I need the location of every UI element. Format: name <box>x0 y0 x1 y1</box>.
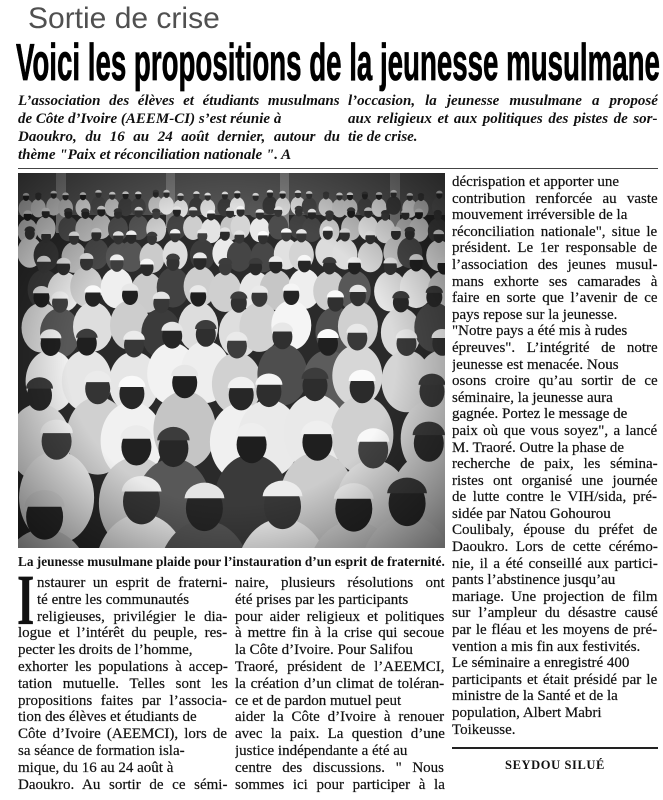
line-text: sur l’ampleur du désastre causé <box>452 605 658 622</box>
body-line <box>18 659 228 676</box>
line-text: religieuses, privilégier le dia- <box>37 608 228 625</box>
body-line <box>452 357 658 374</box>
caption-text: La jeunesse musulmane plaide pour l’instauration d’un esprit de fraternité. <box>18 554 445 569</box>
line-text: Le séminaire a enregistré 400 <box>452 655 630 672</box>
lead-line <box>18 110 340 128</box>
body-line <box>452 705 658 722</box>
line-text: nstaurer un esprit de fraterni- <box>37 575 228 591</box>
line-text: de lutte contre le VIH/sida, pré- <box>452 489 657 506</box>
body-line <box>452 307 658 324</box>
body-line <box>18 709 228 726</box>
line-text: pour aider religieux et politiques <box>235 608 445 625</box>
line-text: Toikeusse. <box>452 721 516 738</box>
body-line <box>452 174 658 191</box>
body-line <box>452 589 658 606</box>
body-line <box>235 642 445 659</box>
body-line <box>452 323 658 340</box>
body-line <box>235 575 445 592</box>
body-line <box>18 760 228 777</box>
line-text: Daoukro. Au sortir de ce sémi- <box>18 776 228 793</box>
body-line <box>452 688 658 705</box>
body-line <box>452 406 658 423</box>
line-text: vention a mis fin aux festivités. <box>452 638 641 655</box>
line-text: participants et était présidé par le <box>452 671 658 688</box>
body-line <box>18 777 228 794</box>
lead-text: l’occasion, la jeunesse musulmane a proposé <box>348 93 658 109</box>
line-text: Daoukro. Lors de cette cérémo- <box>452 539 658 556</box>
line-text: la Côte d’Ivoire. Pour Salifou <box>235 642 413 659</box>
body-line <box>452 423 658 440</box>
body-line <box>37 575 228 592</box>
line-text: tion des élèves et étudiants de <box>18 709 197 726</box>
line-text: Coulibaly, épouse du préfet de <box>452 522 658 539</box>
headline <box>16 35 660 93</box>
line-text: ce et de pardon mutuel peut <box>235 692 402 709</box>
lead-text: L’association des élèves et étudiants musulmans <box>18 93 340 109</box>
line-text: contribution renforcée au vaste <box>452 190 658 207</box>
line-text: réconciliation nationale", situe le <box>452 223 658 240</box>
line-text: té entre les communautés <box>37 591 190 608</box>
line-text: sommes ici pour participer à la <box>235 776 445 793</box>
line-text: par le fléau et les moyens de pré- <box>452 622 658 639</box>
lead-text: aux religieux et aux politiques des pistes de sor- <box>348 111 658 127</box>
lead-left <box>18 92 340 164</box>
lead-line <box>348 92 658 110</box>
body-column-2 <box>235 575 445 793</box>
line-text: nie, il a été conseillé aux partici- <box>452 555 658 572</box>
section-kicker: Sortie de crise <box>28 2 220 35</box>
lead-right <box>348 92 658 146</box>
body-line <box>235 592 445 609</box>
line-text: pants l’abstinence jusqu’au <box>452 572 616 589</box>
line-text: séminaire, la jeunesse aura <box>452 389 613 406</box>
body-line <box>18 676 228 693</box>
body-line <box>37 609 228 626</box>
line-text: exhorter les populations à accep- <box>18 658 228 675</box>
lead-text: de Côte d’Ivoire (AEEM-CI) s’est réunie à <box>18 111 282 127</box>
article-photo <box>18 173 445 548</box>
body-line <box>452 572 658 589</box>
body-line <box>452 473 658 490</box>
divider-rule <box>18 168 658 169</box>
body-column-1 <box>17 560 228 793</box>
line-text: mans exhorte ses camarades à <box>452 273 658 290</box>
line-text: mique, du 16 au 24 août à <box>18 759 174 776</box>
body-line <box>235 693 445 710</box>
body-line <box>452 605 658 622</box>
body-line <box>452 191 658 208</box>
body-line <box>452 522 658 539</box>
body-line <box>235 609 445 626</box>
line-text: ministre de la Santé et de la <box>452 688 618 705</box>
line-text: président. Le 1er responsable de <box>452 240 658 257</box>
headline-line <box>16 35 660 93</box>
line-text: l’association des jeunes musul- <box>452 256 658 273</box>
line-text: avec la paix. La question d’une <box>235 726 445 743</box>
line-text: M. Traoré. Outre la phase de <box>452 439 625 456</box>
body-line <box>18 693 228 710</box>
line-text: population, Albert Mabri <box>452 705 602 721</box>
body-line <box>235 625 445 642</box>
body-line <box>235 726 445 743</box>
byline-rule <box>452 747 658 749</box>
body-line <box>452 556 658 573</box>
line-text: décrispation et apporter une <box>452 174 620 190</box>
lead-line <box>348 128 658 146</box>
line-text: Traoré, président de l’AEEMCI, <box>235 658 445 675</box>
lead-text: Daoukro, du 16 au 24 août dernier, autour du <box>18 129 340 145</box>
line-text: osons croire qu’au sortir de ce <box>452 373 658 390</box>
lead-line <box>18 128 340 146</box>
drop-cap: I <box>17 560 35 640</box>
line-text: centre des discussions. " Nous <box>235 759 445 776</box>
body-column-3 <box>452 174 658 738</box>
body-line <box>18 625 228 642</box>
caption-line <box>18 553 445 570</box>
body-line <box>452 639 658 656</box>
body-line <box>452 489 658 506</box>
line-text: sidée par Natou Gohourou <box>452 505 611 522</box>
body-line <box>452 539 658 556</box>
line-text: pecter les droits de l’homme, <box>18 642 193 659</box>
line-text: gagnée. Portez le message de <box>452 406 628 423</box>
body-line <box>452 207 658 224</box>
line-text: justice indépendante a été au <box>235 742 408 759</box>
body-line <box>235 760 445 777</box>
body-line <box>452 373 658 390</box>
line-text: naire, plusieurs résolutions ont <box>235 575 445 591</box>
line-text: aider la Côte d’Ivoire à renouer <box>235 709 445 726</box>
line-text: logue et l’intérêt du peuple, res- <box>18 625 228 642</box>
line-text: ristes ont organisé une journée <box>452 472 658 489</box>
line-text: propositions faites par l’associa- <box>18 692 228 709</box>
body-line <box>452 390 658 407</box>
headline-text: Voici les propositions de la jeunesse musulmane <box>16 35 660 92</box>
body-line <box>18 726 228 743</box>
line-text: paix où que vous soyez", a lancé <box>452 422 658 439</box>
photo-caption <box>18 553 445 570</box>
body-line <box>452 240 658 257</box>
line-text: sa séance de formation isla- <box>18 742 185 759</box>
body-line <box>452 257 658 274</box>
body-line <box>452 655 658 672</box>
body-line <box>452 274 658 291</box>
lead-text: thème "Paix et réconciliation nationale ". A <box>18 147 292 163</box>
body-line <box>452 722 658 739</box>
line-text: faire en sorte que l’avenir de ce <box>452 290 658 307</box>
line-text: épreuves". L’intégrité de notre <box>452 339 658 356</box>
photo-vignette <box>18 173 445 548</box>
body-line <box>452 672 658 689</box>
lead-line <box>348 110 658 128</box>
line-text: à mettre fin à la crise qui secoue <box>235 625 445 642</box>
body-line <box>235 709 445 726</box>
line-text: la création d’un climat de toléran- <box>235 675 445 692</box>
body-line <box>452 506 658 523</box>
body-line <box>452 456 658 473</box>
line-text: jeunesse est menacée. Nous <box>452 356 619 373</box>
line-text: pays repose sur la jeunesse. <box>452 306 618 323</box>
author-byline: SEYDOU SILUÉ <box>505 758 605 772</box>
body-line <box>452 622 658 639</box>
line-text: "Notre pays a été mis à rudes <box>452 323 628 340</box>
body-line <box>452 290 658 307</box>
line-text: tation mutuelle. Telles sont les <box>18 675 228 692</box>
body-line <box>235 676 445 693</box>
body-line <box>452 224 658 241</box>
lead-line <box>18 146 340 164</box>
line-text: recherche de paix, les sémina- <box>452 456 658 473</box>
line-text: Côte d’Ivoire (AEEMCI), lors de <box>18 726 228 743</box>
line-text: mouvement irréversible de la <box>452 207 628 224</box>
lead-line <box>18 92 340 110</box>
body-line <box>235 743 445 760</box>
body-line <box>452 340 658 357</box>
body-line <box>452 440 658 457</box>
body-line <box>37 592 228 609</box>
lead-text: tie de crise. <box>348 129 418 145</box>
body-line <box>235 659 445 676</box>
body-line <box>18 743 228 760</box>
body-line <box>235 777 445 794</box>
body-line <box>18 642 228 659</box>
line-text: mariage. Une projection de film <box>452 588 658 605</box>
line-text: été prises par les participants <box>235 591 409 608</box>
